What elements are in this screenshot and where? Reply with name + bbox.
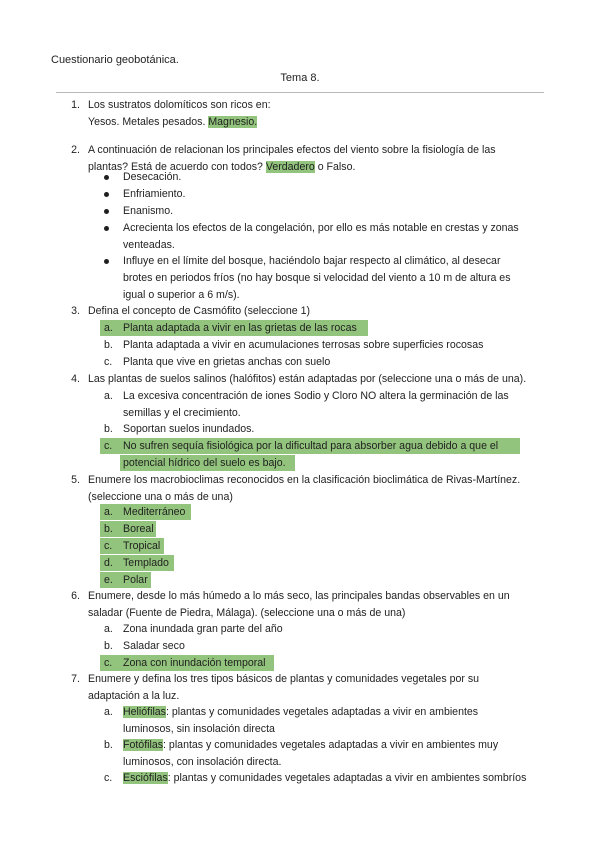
term-highlight: Esciófilas [123,772,168,784]
question-line: Los sustratos dolomíticos son ricos en: [88,99,271,111]
answer-line [88,114,548,131]
document-subtitle: Tema 8. [280,72,320,84]
question-number: 1. [71,99,80,111]
term-highlight: Heliófilas [123,706,166,718]
question-text: Defina el concepto de Casmófito (seleccione 1) [88,305,310,317]
bullet-icon [104,209,109,214]
answer-options: Yesos. Metales pesados. [88,115,206,128]
question-number: 7. [71,673,80,685]
question-text: Enumere, desde lo más húmedo a lo más seco, las principales bandas observables en un saladar (Fuente de Piedra, Málaga). (seleccione una o más de una) [88,590,510,619]
correct-answer-highlight: Magnesio. [208,115,258,128]
question-line: A continuación de relacionan los principales efectos del viento sobre la fisiología de las [88,144,496,156]
question-line: plantas? Está de acuerdo con todos? Verdadero o Falso. [88,160,356,173]
question-number: 5. [71,474,80,486]
question-text: Las plantas de suelos salinos (halófitos) están adaptadas por (seleccione una o más de una). [88,373,527,385]
bullet-icon [104,192,109,197]
question-number: 2. [71,144,80,156]
document-page: Cuestionario geobotánica. Tema 8. 1. Los sustratos dolomíticos son ricos en: Yesos. Metales pesados. Magnesio. 2. A continuación de relacionan los principales efectos del viento sobre la fisiología de las plantas? Está de acuerdo con todos? Verdadero o Falso. Desecación. Enfriamiento. Enanismo. Acrecienta los efectos de la congelación, por ello es más notable en crestas y zonas venteadas. Influye en el límite del bosque, haciéndolo bajar respecto al climático, al desecar brotes en periodos fríos (no hay bosque si velocidad del viento a 10 m de altura es igual o superior a 6 m/s). 3. Defina el concepto de Casmófito (seleccione 1) a. Planta adaptada a vivir en las grietas de las rocas b. Planta adaptada a vivir en acumulaciones terrosas sobre superficies rocosas c. Planta que vive en grietas anchas con suelo 4. Las plantas de suelos salinos (halófitos) están adaptadas por (seleccione una o más de una). a. La excesiva concentración de iones Sodio y Cloro NO altera la germinación de las semillas y el crecimiento. b. Soportan suelos inundados. c. No sufren sequía fisiológica por la dificultad para absorber agua debido a que el potencial hídrico del suelo es bajo. 5. Enumere los macrobioclimas reconocidos en la clasificación bioclimática de Rivas-Martínez. (seleccione una o más de una) a. Mediterráneo b. Boreal c. Tropical d. Templado e. Polar 6. Enumere, desde lo más húmedo a lo más seco, las principales bandas observables en un saladar (Fuente de Piedra, Málaga). (seleccione una o más de una) a. Zona inundada gran parte del año b. Saladar seco c. Zona con inundación temporal 7. Enumere y defina los tres tipos básicos de plantas y comunidades vegetales por su adaptación a la luz. a. Heliófilas: plantas y comunidades vegetales adaptadas a vivir en ambientes luminosos, sin insolación directa b. Fotófilas: plantas y comunidades vegetales adaptadas a vivir en ambientes muy luminosos, con insolación directa. c. Esciófilas: plantas y comunidades vegetales adaptadas a vivir en ambientes sombríos [0,0,600,848]
question-text: Enumere y defina los tres tipos básicos de plantas y comunidades vegetales por su adaptación a la luz. [88,673,480,702]
bullet-icon [104,175,109,180]
question-number: 6. [71,590,80,602]
question-text: Enumere los macrobioclimas reconocidos en la clasificación bioclimática de Rivas-Martínez. (seleccione una o más de una) [88,474,521,503]
question-text [88,97,548,131]
correct-answer-highlight: Verdadero [265,160,315,173]
question-number: 3. [71,305,80,317]
term-highlight: Fotófilas [123,739,164,751]
bullet-icon [104,259,109,264]
document-title: Cuestionario geobotánica. [51,54,179,66]
question-number: 4. [71,373,80,385]
bullet-icon [104,226,109,231]
horizontal-rule [56,92,544,93]
